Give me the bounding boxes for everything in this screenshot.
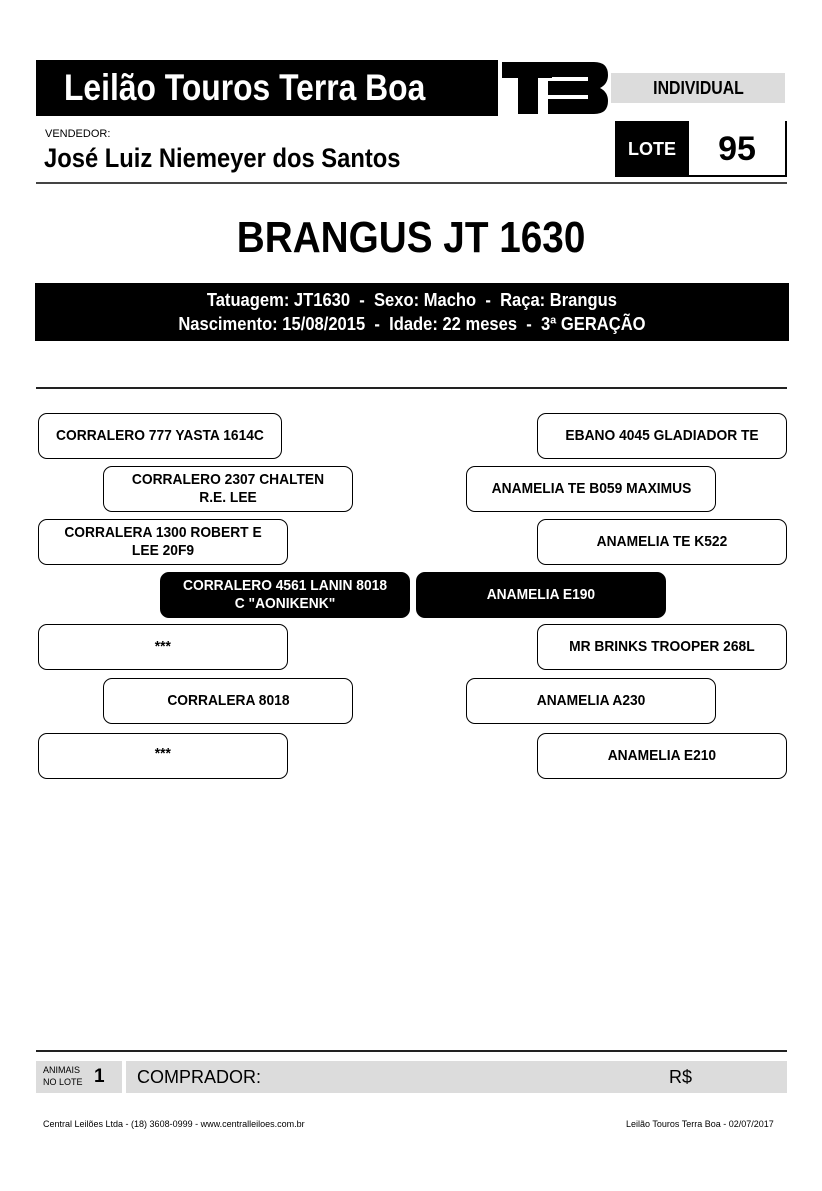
animal-info-line-1: Tatuagem: JT1630 - Sexo: Macho - Raça: Brangus <box>206 290 618 310</box>
lot-label: LOTE <box>615 121 689 177</box>
tb-logo-icon <box>498 58 612 118</box>
auction-title: Leilão Touros Terra Boa <box>64 67 426 108</box>
currency-label: R$ <box>669 1067 693 1087</box>
lot-number: 95 <box>718 130 756 168</box>
seller-name: José Luiz Niemeyer dos Santos <box>44 143 401 173</box>
animals-in-lot-count: 1 <box>94 1066 105 1087</box>
seller-label: VENDEDOR: <box>45 128 111 140</box>
pedigree-dam-dam-dam: ANAMELIA E210 <box>537 733 787 779</box>
pedigree-dam-sire-dam: ANAMELIA TE K522 <box>537 519 787 565</box>
pedigree-sire-dam: CORRALERA 8018 <box>103 678 353 724</box>
header-divider <box>36 182 787 184</box>
animal-name: BRANGUS JT 1630 <box>236 213 586 262</box>
pedigree-sire-dam-dam: *** <box>38 733 288 779</box>
pedigree-sire-sire: CORRALERO 2307 CHALTEN R.E. LEE <box>103 466 353 512</box>
animals-in-lot-label: ANIMAIS NO LOTE <box>43 1065 83 1087</box>
pedigree-dam-sire: ANAMELIA TE B059 MAXIMUS <box>466 466 716 512</box>
pedigree-dam: ANAMELIA E190 <box>416 572 666 618</box>
buyer-bar-separator <box>122 1061 126 1093</box>
pedigree-dam-dam: ANAMELIA A230 <box>466 678 716 724</box>
sale-type-badge: INDIVIDUAL <box>611 73 785 103</box>
buyer-label: COMPRADOR: <box>137 1067 262 1087</box>
pedigree-dam-sire-sire: EBANO 4045 GLADIADOR TE <box>537 413 787 459</box>
pedigree-dam-dam-sire: MR BRINKS TROOPER 268L <box>537 624 787 670</box>
pedigree-sire-sire-sire: CORRALERO 777 YASTA 1614C <box>38 413 282 459</box>
pedigree-sire: CORRALERO 4561 LANIN 8018 C "AONIKENK" <box>160 572 410 618</box>
animal-info-bar <box>35 283 789 341</box>
animal-info-line-2: Nascimento: 15/08/2015 - Idade: 22 meses - 3ª GERAÇÃO <box>178 314 646 334</box>
pedigree-sire-sire-dam: CORRALERA 1300 ROBERT E LEE 20F9 <box>38 519 288 565</box>
bottom-divider <box>36 1050 787 1052</box>
footer-auction-date: Leilão Touros Terra Boa - 02/07/2017 <box>626 1119 774 1129</box>
footer-company-info: Central Leilões Ltda - (18) 3608-0999 - www.centralleiloes.com.br <box>43 1119 305 1129</box>
pedigree-sire-dam-sire: *** <box>38 624 288 670</box>
pedigree-divider <box>36 387 787 389</box>
